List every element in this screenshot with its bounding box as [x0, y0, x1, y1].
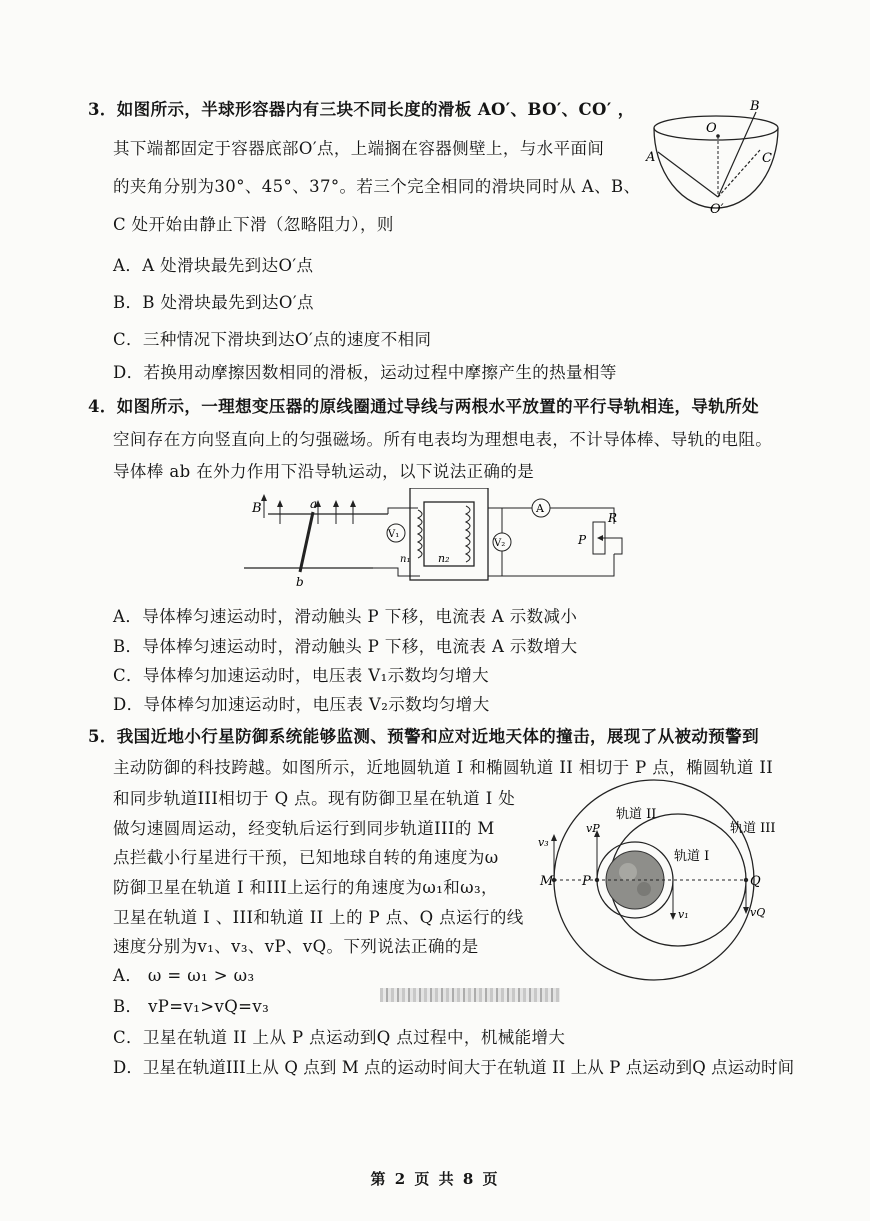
q4-ammeter-a: A: [536, 502, 544, 515]
q3-label-b: B: [750, 100, 760, 114]
q4-label-b: b: [296, 575, 304, 588]
q4-label-r: R: [608, 511, 618, 525]
q4-label-a: a: [310, 497, 318, 511]
q5-line-7: 卫星在轨道 I 、III和轨道 II 上的 P 点、Q 点运行的线: [113, 908, 524, 927]
q5-option-a: A． ω = ω₁ > ω₃: [113, 966, 255, 985]
q4-voltmeter-v1: V₁: [388, 529, 400, 540]
q4-line-2: 空间存在方向竖直向上的匀强磁场。所有电表均为理想电表，不计导体棒、导轨的电阻。: [113, 430, 773, 449]
q3-label-o-prime: O′: [710, 202, 724, 217]
q3-line-4: C 处开始由静止下滑（忽略阻力），则: [113, 215, 394, 234]
q4-line-3: 导体棒 ab 在外力作用下沿导轨运动，以下说法正确的是: [113, 462, 535, 481]
q4-label-n1: n₁: [400, 554, 411, 565]
q5-label-v1: v₁: [678, 908, 689, 921]
q5-line-8: 速度分别为v₁、v₃、vP、vQ。下列说法正确的是: [113, 937, 479, 956]
q3-option-c: C．三种情况下滑块到达O′点的速度不相同: [113, 330, 432, 349]
q5-line-2: 主动防御的科技跨越。如图所示，近地圆轨道 I 和椭圆轨道 II 相切于 P 点，椭圆轨道 II: [113, 758, 774, 777]
q4-label-n2: n₂: [438, 552, 450, 565]
q3-option-d: D．若换用动摩擦因数相同的滑板，运动过程中摩擦产生的热量相等: [113, 363, 617, 382]
q3-line-2: 其下端都固定于容器底部O′点，上端搁在容器侧壁上，与水平面间: [113, 139, 605, 158]
q4-option-d: D．导体棒匀加速运动时，电压表 V₂示数均匀增大: [113, 695, 490, 714]
q4-line-1: 4．如图所示，一理想变压器的原线圈通过导线与两根水平放置的平行导轨相连，导轨所处: [88, 397, 759, 416]
q5-label-p: P: [582, 874, 591, 889]
q5-label-v3: v₃: [538, 836, 549, 849]
q5-orbit-figure: [524, 776, 804, 986]
q5-option-d: D．卫星在轨道III上从 Q 点到 M 点的运动时间大于在轨道 II 上从 P 点运动到Q 点运动时间: [113, 1058, 795, 1077]
q5-label-q: Q: [750, 874, 761, 889]
q3-hemisphere-figure: [638, 100, 798, 220]
q4-voltmeter-v2: V₂: [494, 538, 506, 549]
q3-line-1: 3．如图所示，半球形容器内有三块不同长度的滑板 AO′、BO′、CO′ ，: [88, 100, 635, 119]
page-footer: 第 2 页 共 8 页: [370, 1170, 500, 1188]
q5-label-vq: vQ: [750, 906, 766, 919]
q3-option-b: B．B 处滑块最先到达O′点: [113, 293, 314, 312]
q4-option-b: B．导体棒匀速运动时，滑动触头 P 下移，电流表 A 示数增大: [113, 637, 578, 656]
q5-option-c: C．卫星在轨道 II 上从 P 点运动到Q 点过程中，机械能增大: [113, 1028, 566, 1047]
scan-smudge: [380, 988, 560, 1002]
q5-option-b: B． vP=v₁>vQ=v₃: [113, 997, 270, 1016]
q5-label-orbit-2: 轨道 II: [616, 807, 657, 822]
q5-line-1: 5．我国近地小行星防御系统能够监测、预警和应对近地天体的撞击，展现了从被动预警到: [88, 727, 759, 746]
q4-option-a: A．导体棒匀速运动时，滑动触头 P 下移，电流表 A 示数减小: [113, 607, 578, 626]
q5-line-6: 防御卫星在轨道 I 和III上运行的角速度为ω₁和ω₃，: [113, 878, 498, 897]
q5-label-vp: vP: [586, 822, 600, 835]
q4-transformer-circuit: [238, 488, 638, 588]
q3-label-a: A: [646, 150, 656, 165]
q5-line-3: 和同步轨道III相切于 Q 点。现有防御卫星在轨道 I 处: [113, 789, 516, 808]
q3-label-o: O: [706, 121, 717, 136]
q5-line-5: 点拦截小行星进行干预，已知地球自转的角速度为ω: [113, 848, 499, 867]
q3-label-c: C: [762, 151, 772, 166]
q3-line-3: 的夹角分别为30°、45°、37°。若三个完全相同的滑块同时从 A、B、: [113, 177, 641, 196]
q4-label-p: P: [578, 533, 587, 547]
q5-line-4: 做匀速圆周运动，经变轨后运行到同步轨道III的 M: [113, 819, 495, 838]
q5-label-m: M: [540, 874, 554, 889]
q3-option-a: A．A 处滑块最先到达O′点: [113, 256, 314, 275]
q4-label-b-field: B: [252, 501, 262, 516]
q5-label-orbit-1: 轨道 I: [674, 849, 710, 864]
q4-option-c: C．导体棒匀加速运动时，电压表 V₁示数均匀增大: [113, 666, 489, 685]
q5-label-orbit-3: 轨道 III: [730, 821, 776, 836]
